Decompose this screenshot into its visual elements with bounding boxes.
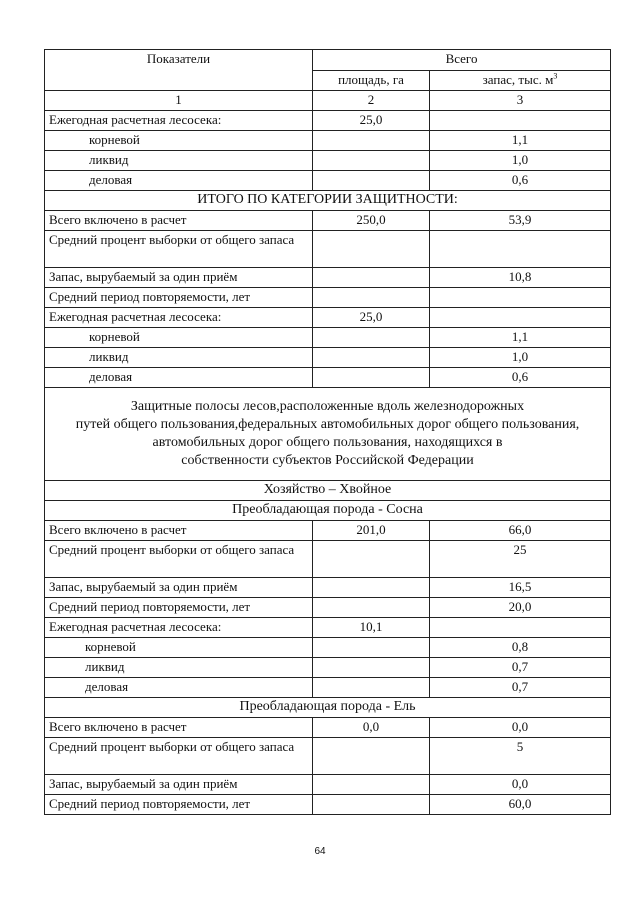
row-stock: 20,0 bbox=[430, 598, 611, 618]
row-label: Запас, вырубаемый за один приём bbox=[45, 775, 313, 795]
row-label: Средний период повторяемости, лет bbox=[45, 598, 313, 618]
row-stock: 66,0 bbox=[430, 521, 611, 541]
table-row bbox=[45, 618, 611, 638]
row-stock: 60,0 bbox=[430, 795, 611, 815]
row-area bbox=[313, 268, 430, 288]
category-line-3: автомобильных дорог общего пользования, находящихся в bbox=[152, 435, 503, 450]
row-area bbox=[313, 541, 430, 578]
row-label: Средний процент выборки от общего запаса bbox=[45, 541, 313, 578]
row-area bbox=[313, 151, 430, 171]
spruce-title: Преобладающая порода - Ель bbox=[45, 698, 611, 718]
row-area bbox=[313, 775, 430, 795]
row-label: Ежегодная расчетная лесосека: bbox=[45, 111, 313, 131]
row-stock: 0,0 bbox=[430, 775, 611, 795]
category-line-1: Защитные полосы лесов,расположенные вдоль железнодорожных bbox=[130, 399, 525, 414]
row-label: Всего включено в расчет bbox=[45, 521, 313, 541]
row-label: корневой bbox=[45, 638, 313, 658]
row-stock: 0,6 bbox=[430, 368, 611, 388]
table-row bbox=[45, 231, 611, 268]
row-label: Средний период повторяемости, лет bbox=[45, 795, 313, 815]
row-stock: 1,1 bbox=[430, 131, 611, 151]
header-area: площадь, га bbox=[313, 70, 430, 91]
row-area bbox=[313, 171, 430, 191]
table-row bbox=[45, 638, 611, 658]
row-area: 25,0 bbox=[313, 111, 430, 131]
row-area bbox=[313, 231, 430, 268]
row-label: Средний процент выборки от общего запаса bbox=[45, 231, 313, 268]
row-label: ликвид bbox=[45, 658, 313, 678]
row-stock bbox=[430, 231, 611, 268]
table-row bbox=[45, 678, 611, 698]
row-area bbox=[313, 598, 430, 618]
table-row bbox=[45, 171, 611, 191]
row-label: ликвид bbox=[45, 151, 313, 171]
row-area bbox=[313, 328, 430, 348]
row-stock: 0,7 bbox=[430, 678, 611, 698]
row-stock bbox=[430, 308, 611, 328]
category-line-2: путей общего пользования,федеральных автомобильных дорог общего пользования, bbox=[75, 417, 580, 432]
row-area bbox=[313, 131, 430, 151]
row-area bbox=[313, 638, 430, 658]
table-row bbox=[45, 308, 611, 328]
row-label: Запас, вырубаемый за один приём bbox=[45, 268, 313, 288]
table-row bbox=[45, 658, 611, 678]
row-area bbox=[313, 795, 430, 815]
farm-row bbox=[45, 481, 611, 501]
row-label: Всего включено в расчет bbox=[45, 718, 313, 738]
row-area bbox=[313, 678, 430, 698]
row-area: 0,0 bbox=[313, 718, 430, 738]
table-row bbox=[45, 268, 611, 288]
header-stock-label: запас, тыс. м bbox=[482, 71, 554, 87]
col-num-2: 2 bbox=[313, 91, 430, 111]
row-stock: 5 bbox=[430, 738, 611, 775]
header-stock bbox=[430, 70, 611, 91]
row-label: деловая bbox=[45, 368, 313, 388]
page-number: 64 bbox=[314, 846, 326, 857]
row-stock bbox=[430, 288, 611, 308]
row-stock: 16,5 bbox=[430, 578, 611, 598]
row-label: корневой bbox=[45, 131, 313, 151]
table-row bbox=[45, 598, 611, 618]
row-stock: 1,0 bbox=[430, 348, 611, 368]
row-label: Всего включено в расчет bbox=[45, 211, 313, 231]
table-row bbox=[45, 368, 611, 388]
spruce-title-row bbox=[45, 698, 611, 718]
table-row bbox=[45, 738, 611, 775]
row-stock: 53,9 bbox=[430, 211, 611, 231]
row-area: 25,0 bbox=[313, 308, 430, 328]
row-label: деловая bbox=[45, 171, 313, 191]
row-stock: 0,8 bbox=[430, 638, 611, 658]
category-title bbox=[45, 388, 611, 481]
row-label: деловая bbox=[45, 678, 313, 698]
row-stock: 0,0 bbox=[430, 718, 611, 738]
table-row bbox=[45, 328, 611, 348]
row-stock: 0,6 bbox=[430, 171, 611, 191]
header-numbers-row bbox=[45, 91, 611, 111]
row-area bbox=[313, 738, 430, 775]
header-indicators: Показатели bbox=[45, 50, 313, 91]
row-label: Средний процент выборки от общего запаса bbox=[45, 738, 313, 775]
row-stock: 0,7 bbox=[430, 658, 611, 678]
forest-report-page bbox=[44, 49, 610, 815]
row-area bbox=[313, 658, 430, 678]
row-stock: 1,1 bbox=[430, 328, 611, 348]
table-row bbox=[45, 288, 611, 308]
row-area: 10,1 bbox=[313, 618, 430, 638]
row-stock: 10,8 bbox=[430, 268, 611, 288]
pine-title-row bbox=[45, 501, 611, 521]
table-row bbox=[45, 521, 611, 541]
table-row bbox=[45, 795, 611, 815]
row-stock bbox=[430, 111, 611, 131]
row-area bbox=[313, 368, 430, 388]
table-row bbox=[45, 541, 611, 578]
row-label: Ежегодная расчетная лесосека: bbox=[45, 618, 313, 638]
total-title-row bbox=[45, 191, 611, 211]
table-row bbox=[45, 111, 611, 131]
table-row bbox=[45, 211, 611, 231]
row-area: 250,0 bbox=[313, 211, 430, 231]
row-label: Запас, вырубаемый за один приём bbox=[45, 578, 313, 598]
table-row bbox=[45, 578, 611, 598]
category-line-4: собственности субъектов Российской Федерации bbox=[181, 453, 474, 468]
total-title: ИТОГО ПО КАТЕГОРИИ ЗАЩИТНОСТИ: bbox=[45, 191, 611, 211]
table-row bbox=[45, 775, 611, 795]
row-label: корневой bbox=[45, 328, 313, 348]
col-num-3: 3 bbox=[430, 91, 611, 111]
table-row bbox=[45, 348, 611, 368]
row-area bbox=[313, 288, 430, 308]
row-stock: 1,0 bbox=[430, 151, 611, 171]
row-label: Средний период повторяемости, лет bbox=[45, 288, 313, 308]
row-area bbox=[313, 348, 430, 368]
row-area bbox=[313, 578, 430, 598]
row-label: Ежегодная расчетная лесосека: bbox=[45, 308, 313, 328]
table-row bbox=[45, 131, 611, 151]
row-area: 201,0 bbox=[313, 521, 430, 541]
row-label: ликвид bbox=[45, 348, 313, 368]
pine-title: Преобладающая порода - Сосна bbox=[45, 501, 611, 521]
farm-title: Хозяйство – Хвойное bbox=[45, 481, 611, 501]
category-title-row bbox=[45, 388, 611, 481]
row-stock bbox=[430, 618, 611, 638]
header-total: Всего bbox=[313, 50, 611, 71]
header-row-1 bbox=[45, 50, 611, 71]
table-row bbox=[45, 151, 611, 171]
col-num-1: 1 bbox=[45, 91, 313, 111]
header-stock-sup: 3 bbox=[553, 71, 558, 81]
row-stock: 25 bbox=[430, 541, 611, 578]
table-row bbox=[45, 718, 611, 738]
forest-calculation-table bbox=[44, 49, 611, 815]
